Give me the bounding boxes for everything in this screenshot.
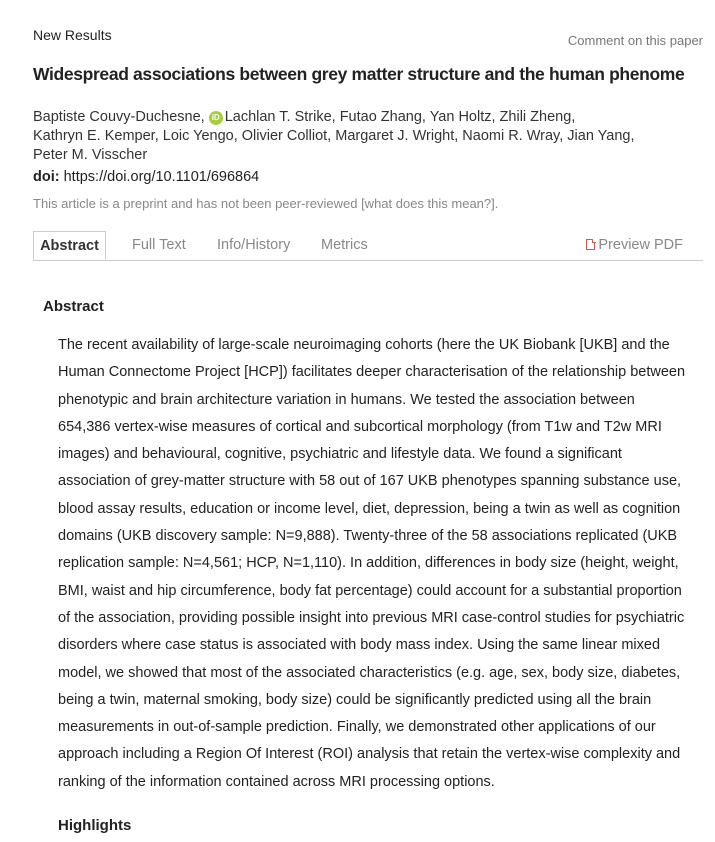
tab-full-text[interactable]: Full Text bbox=[132, 237, 186, 253]
author-names-2[interactable]: Kathryn E. Kemper, Loic Yengo, Olivier Colliot, Margaret J. Wright, Naomi R. Wray, Jian Yang, bbox=[33, 128, 635, 144]
abstract-heading: Abstract bbox=[43, 298, 104, 315]
comment-on-paper-link[interactable]: Comment on this paper bbox=[567, 33, 703, 48]
doi-label: doi: bbox=[33, 169, 60, 185]
author-names-1b[interactable]: Lachlan T. Strike, Futao Zhang, Yan Holtz, Zhili Zheng, bbox=[224, 109, 576, 125]
tab-metrics[interactable]: Metrics bbox=[321, 237, 368, 253]
author-names-1a[interactable]: Baptiste Couvy-Duchesne, bbox=[33, 109, 205, 125]
preprint-notice: This article is a preprint and has not been peer-reviewed [what does this mean?]. bbox=[33, 196, 499, 211]
publication-status: New Results bbox=[33, 27, 112, 43]
tab-abstract[interactable]: Abstract bbox=[33, 231, 106, 260]
article-title: Widespread associations between grey matter structure and the human phenome bbox=[33, 64, 685, 84]
article-tabs bbox=[33, 231, 703, 261]
preview-pdf-label: Preview PDF bbox=[598, 237, 683, 253]
highlights-heading: Highlights bbox=[58, 817, 132, 834]
pdf-file-icon bbox=[586, 239, 595, 250]
abstract-body: The recent availability of large-scale neuroimaging cohorts (here the UK Biobank [UKB] and the Human Connectome Project [HCP]) facilitates deeper characterisation of the relationship between phenotypic and brain architecture variation in humans. We tested the association between 654,386 vertex-wise measures of cortical and subcortical morphology (from T1w and T2w MRI images) and behavioural, cognitive, psychiatric and lifestyle data. We found a significant association of grey-matter structure with 58 out of 167 UKB phenotypes spanning substance use, blood assay results, education or income level, diet, depression, being a twin as well as cognition domains (UKB discovery sample: N=9,888). Twenty-three of the 58 associations replicated (UKB replication sample: N=4,561; HCP, N=1,110). In addition, differences in body size (height, weight, BMI, waist and hip circumference, body fat percentage) could account for a substantial proportion of the association, providing possible insight into previous MRI case-control studies for psychiatric disorders where case status is associated with body mass index. Using the same linear mixed model, we showed that most of the associated characteristics (e.g. age, sex, body size, diabetes, being a twin, maternal smoking, body size) could be significantly predicted using all the brain measurements in out-of-sample prediction. Finally, we demonstrated other applications of our approach including a Region Of Interest (ROI) analysis that retain the vertex-wise complexity and ranking of the information contained across MRI processing options. bbox=[58, 337, 686, 790]
orcid-icon[interactable]: iD bbox=[209, 111, 223, 125]
author-list bbox=[33, 108, 673, 165]
doi-line bbox=[33, 169, 259, 185]
doi-link[interactable]: https://doi.org/10.1101/696864 bbox=[63, 169, 260, 185]
tab-info-history[interactable]: Info/History bbox=[217, 237, 291, 253]
preview-pdf-button[interactable] bbox=[586, 231, 683, 259]
author-names-3[interactable]: Peter M. Visscher bbox=[33, 147, 148, 163]
